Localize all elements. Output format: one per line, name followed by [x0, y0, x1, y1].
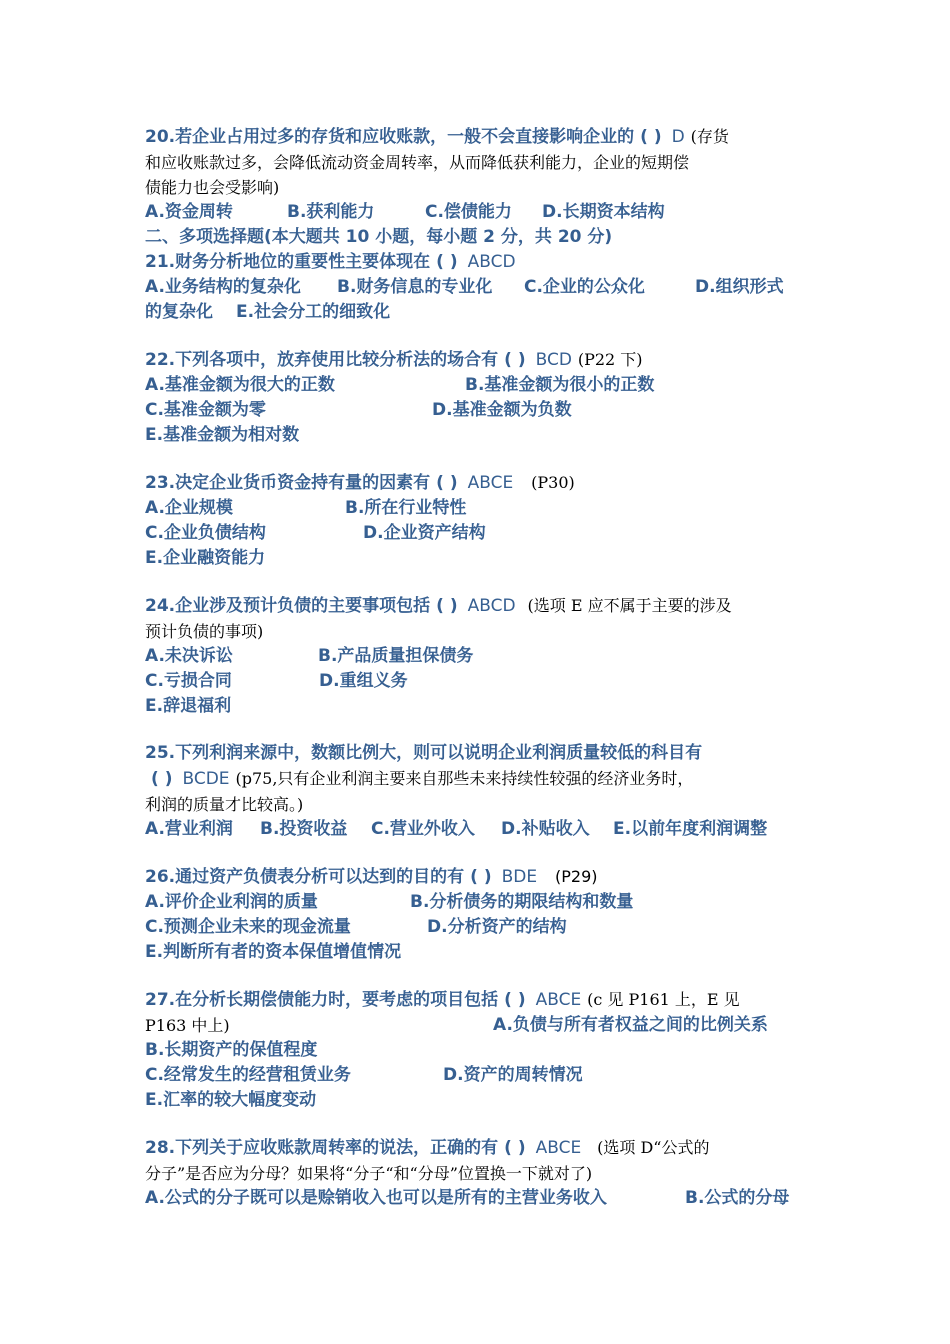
option: D.分析资产的结构 — [427, 917, 567, 937]
option: D.长期资本结构 — [542, 202, 665, 222]
question-27-options-3 — [145, 1088, 810, 1113]
question-26-options-1 — [145, 890, 810, 915]
question-24-stem: 24.企业涉及预计负债的主要事项包括 — [145, 596, 431, 616]
question-24-answer: ABCD — [467, 596, 516, 616]
question-20-blank: ( ) — [640, 127, 662, 147]
question-26-options-2 — [145, 915, 810, 940]
option: A.未决诉讼 — [145, 646, 233, 666]
document-content — [145, 124, 810, 1211]
question-28-note-1: (选项 D“公式的 — [597, 1138, 710, 1157]
question-27-note-2: P163 中上) — [145, 1016, 230, 1035]
question-21 — [145, 250, 810, 275]
option: D.企业资产结构 — [363, 523, 486, 543]
question-20-note-1: (存货 — [690, 127, 729, 146]
question-25: 25.下列利润来源中，数额比例大，则可以说明企业利润质量较低的科目有 — [145, 743, 703, 763]
question-21-answer: ABCD — [467, 252, 516, 272]
section-heading: 二、多项选择题(本大题共 10 小题，每小题 2 分，共 20 分) — [145, 227, 613, 247]
option: C.预测企业未来的现金流量 — [145, 917, 351, 937]
question-24-options-3 — [145, 694, 810, 719]
option: A.企业规模 — [145, 498, 233, 518]
option: D.基准金额为负数 — [432, 400, 572, 420]
question-28-answer: ABCE — [535, 1138, 582, 1158]
question-23-stem: 23.决定企业货币资金持有量的因素有 — [145, 473, 431, 493]
question-27-stem: 27.在分析长期偿债能力时，要考虑的项目包括 — [145, 990, 499, 1010]
question-23-blank: ( ) — [436, 473, 458, 493]
question-23 — [145, 470, 810, 496]
question-23-answer: ABCE — [467, 473, 514, 493]
question-26-answer: BDE — [501, 867, 538, 887]
question-22-stem: 22.下列各项中，放弃使用比较分析法的场合有 — [145, 350, 499, 370]
question-25-note-1: (p75,只有企业利润主要来自那些未来持续性较强的经济业务时， — [235, 769, 694, 788]
option: E.辞退福利 — [145, 696, 232, 716]
option: E.企业融资能力 — [145, 548, 266, 568]
question-28-options — [145, 1186, 810, 1211]
question-23-options-2 — [145, 521, 810, 546]
question-26-blank: ( ) — [470, 867, 492, 887]
question-27 — [145, 987, 810, 1013]
question-20-note-3: 债能力也会受影响) — [145, 178, 280, 197]
question-24 — [145, 593, 810, 619]
question-27-options-2 — [145, 1063, 810, 1088]
option: D.资产的周转情况 — [443, 1065, 583, 1085]
option-continuation: 的复杂化 — [145, 302, 213, 322]
option: C.企业的公众化 — [524, 277, 645, 297]
option: A.基准金额为很大的正数 — [145, 375, 335, 395]
option: B.分析债务的期限结构和数量 — [410, 892, 634, 912]
option: D.补贴收入 — [501, 819, 590, 839]
question-24-options-1 — [145, 644, 810, 669]
question-27-blank: ( ) — [504, 990, 526, 1010]
option: C.企业负债结构 — [145, 523, 266, 543]
question-22-blank: ( ) — [504, 350, 526, 370]
question-23-note: (P30) — [531, 473, 575, 492]
question-22-note: (P22 下) — [577, 350, 643, 369]
question-27-answer: ABCE — [535, 990, 582, 1010]
option: E.社会分工的细致化 — [236, 302, 391, 322]
question-22-options-2 — [145, 398, 810, 423]
option: D.组织形式 — [695, 277, 784, 297]
question-21-options-2 — [145, 300, 810, 325]
option: B.产品质量担保债务 — [318, 646, 474, 666]
question-20 — [145, 124, 810, 150]
option: B.财务信息的专业化 — [337, 277, 493, 297]
question-25-options — [145, 817, 810, 842]
question-22-options-1 — [145, 373, 810, 398]
question-26 — [145, 864, 810, 890]
question-27-note-1: (c 见 P161 上，E 见 — [587, 990, 740, 1009]
option: E.以前年度利润调整 — [613, 819, 768, 839]
option: A.负债与所有者权益之间的比例关系 — [493, 1015, 768, 1035]
question-23-options-3 — [145, 546, 810, 571]
question-24-note-1: (选项 E 应不属于主要的涉及 — [527, 596, 732, 615]
question-26-note: (P29) — [555, 867, 598, 886]
question-25-answer: BCDE — [182, 769, 230, 789]
question-27-options-1 — [145, 1038, 810, 1063]
question-20-options — [145, 200, 810, 225]
option: B.基准金额为很小的正数 — [465, 375, 655, 395]
question-26-stem: 26.通过资产负债表分析可以达到的目的有 — [145, 867, 465, 887]
option: B.投资收益 — [260, 819, 348, 839]
option: D.重组义务 — [319, 671, 408, 691]
option: C.亏损合同 — [145, 671, 232, 691]
question-24-note-2: 预计负债的事项) — [145, 622, 264, 641]
question-24-options-2 — [145, 669, 810, 694]
question-21-blank: ( ) — [436, 252, 458, 272]
question-22 — [145, 347, 810, 373]
question-21-options-1 — [145, 275, 810, 300]
option: B.获利能力 — [287, 202, 375, 222]
option: A.评价企业利润的质量 — [145, 892, 318, 912]
option: B.公式的分母 — [685, 1188, 790, 1208]
question-27-line-2 — [145, 1013, 810, 1038]
question-22-answer: BCD — [535, 350, 572, 370]
question-20-answer: D — [671, 127, 685, 147]
question-21-stem: 21.财务分析地位的重要性主要体现在 — [145, 252, 431, 272]
option: C.基准金额为零 — [145, 400, 266, 420]
question-28-stem: 28.下列关于应收账款周转率的说法，正确的有 — [145, 1138, 499, 1158]
option: C.营业外收入 — [371, 819, 475, 839]
option: E.判断所有者的资本保值增值情况 — [145, 942, 402, 962]
question-28-note-2: 分子”是否应为分母？如果将“分子“和“分母”位置换一下就对了) — [145, 1164, 593, 1183]
option: E.汇率的较大幅度变动 — [145, 1090, 317, 1110]
option: A.业务结构的复杂化 — [145, 277, 301, 297]
question-20-note-2: 和应收账款过多，会降低流动资金周转率，从而降低获利能力，企业的短期偿 — [145, 153, 690, 172]
option: B.长期资产的保值程度 — [145, 1040, 318, 1060]
question-28-blank: ( ) — [504, 1138, 526, 1158]
question-25-line-2 — [145, 766, 810, 792]
option: A.资金周转 — [145, 202, 233, 222]
question-20-stem: 20.若企业占用过多的存货和应收账款，一般不会直接影响企业的 — [145, 127, 635, 147]
question-26-options-3 — [145, 940, 810, 965]
option: C.经常发生的经营租赁业务 — [145, 1065, 351, 1085]
option: E.基准金额为相对数 — [145, 425, 300, 445]
question-22-options-3 — [145, 423, 810, 448]
question-25-note-2: 利润的质量才比较高。) — [145, 795, 304, 814]
question-28 — [145, 1135, 810, 1161]
question-23-options-1 — [145, 496, 810, 521]
option: A.营业利润 — [145, 819, 233, 839]
option: B.所在行业特性 — [345, 498, 467, 518]
question-24-blank: ( ) — [436, 596, 458, 616]
question-25-blank: ( ) — [151, 769, 173, 789]
option: A.公式的分子既可以是赊销收入也可以是所有的主营业务收入 — [145, 1188, 607, 1208]
option: C.偿债能力 — [425, 202, 512, 222]
